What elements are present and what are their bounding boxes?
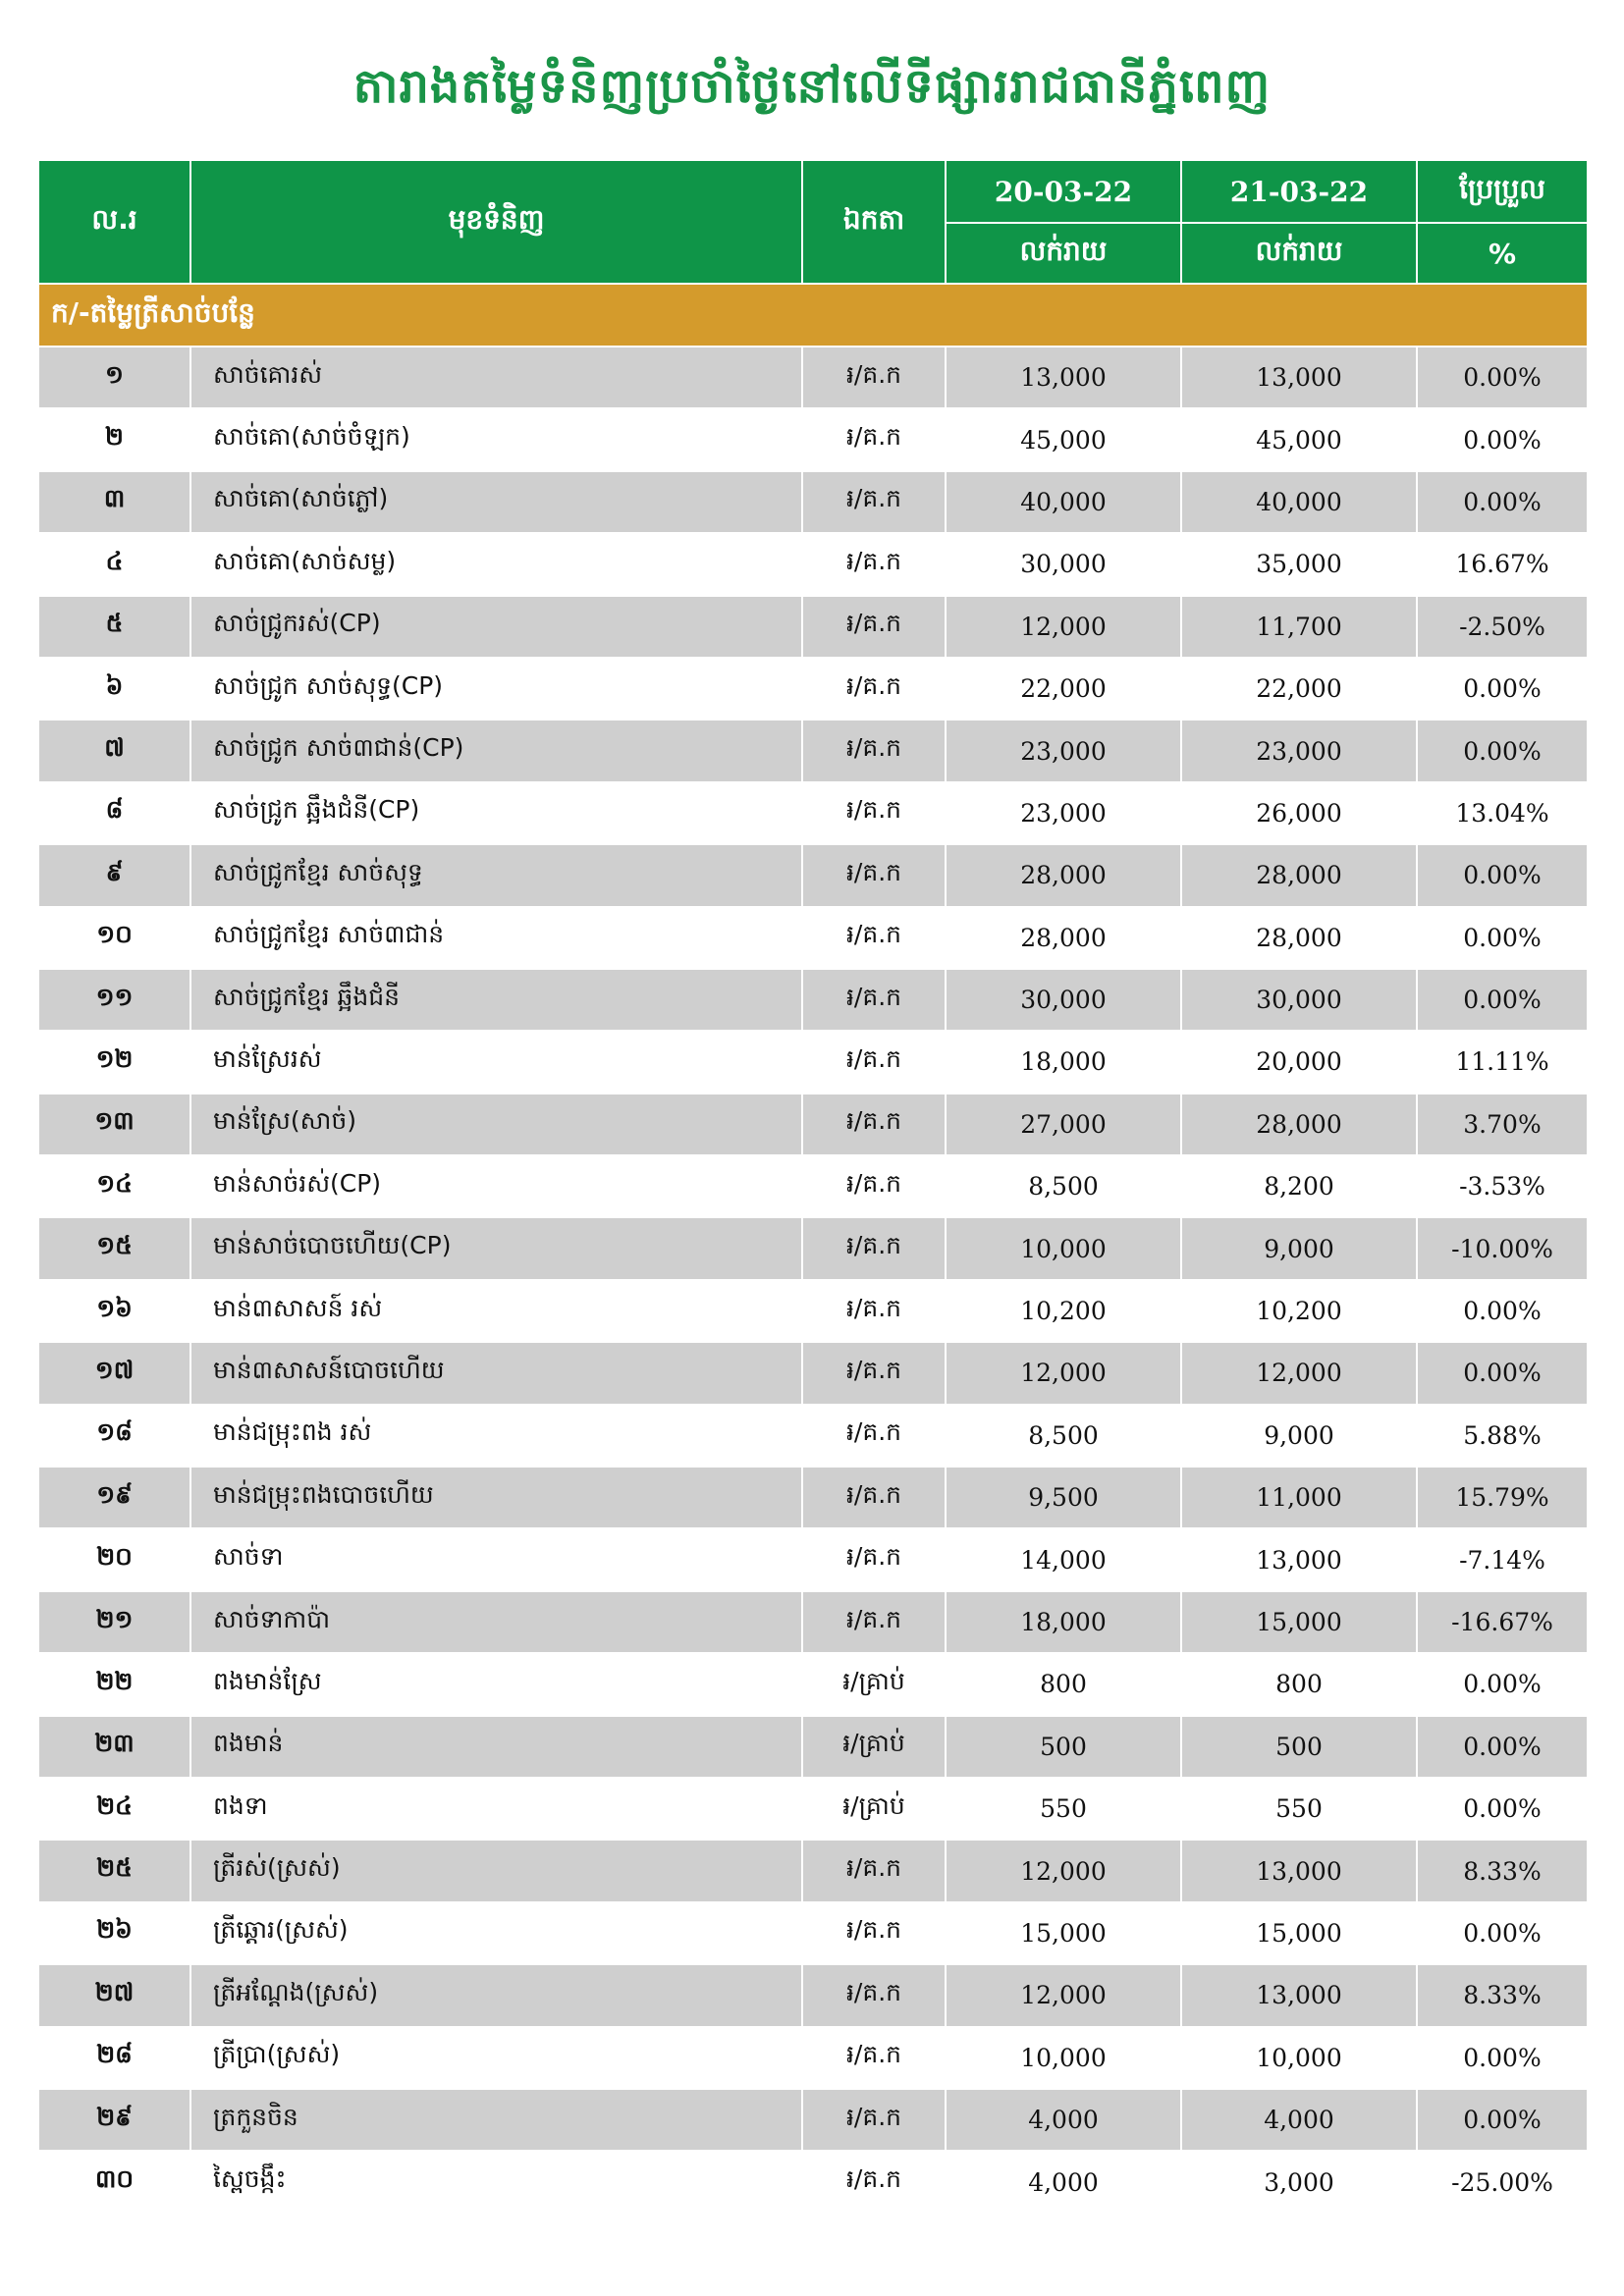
row-price-date-2: 500	[1181, 1716, 1417, 1778]
row-change-percent: -16.67%	[1417, 1591, 1588, 1653]
row-change-percent: 0.00%	[1417, 2089, 1588, 2151]
row-number: ១៣	[38, 1094, 190, 1155]
row-item-name: សាច់ជ្រូក សាច់៣ជាន់(CP)	[190, 720, 802, 781]
row-unit: ៛/គ.ក	[802, 844, 946, 906]
row-number: ២៥	[38, 1840, 190, 1901]
row-price-date-1: 10,000	[946, 1217, 1181, 1279]
row-price-date-2: 22,000	[1181, 658, 1417, 720]
row-price-date-2: 35,000	[1181, 533, 1417, 595]
row-price-date-2: 15,000	[1181, 1902, 1417, 1964]
row-price-date-2: 13,000	[1181, 1528, 1417, 1590]
table-row	[38, 533, 1588, 595]
row-unit: ៛/គ.ក	[802, 2151, 946, 2213]
row-price-date-1: 22,000	[946, 658, 1181, 720]
row-price-date-1: 12,000	[946, 1964, 1181, 2026]
row-number: ២១	[38, 1591, 190, 1653]
table-row	[38, 596, 1588, 658]
table-row	[38, 720, 1588, 781]
table-row	[38, 1405, 1588, 1467]
table-row	[38, 2089, 1588, 2151]
row-number: ១៥	[38, 1217, 190, 1279]
table-row	[38, 1591, 1588, 1653]
row-number: ៤	[38, 533, 190, 595]
row-change-percent: 11.11%	[1417, 1031, 1588, 1093]
row-item-name: សាច់គោ(សាច់សម្ល)	[190, 533, 802, 595]
table-row	[38, 408, 1588, 470]
row-number: ៦	[38, 658, 190, 720]
row-price-date-2: 28,000	[1181, 1094, 1417, 1155]
row-item-name: មាន់ស្រែ(សាច់)	[190, 1094, 802, 1155]
table-row	[38, 969, 1588, 1031]
table-header	[38, 160, 1588, 284]
row-unit: ៛/គ.ក	[802, 1280, 946, 1342]
row-change-percent: 0.00%	[1417, 408, 1588, 470]
row-price-date-1: 12,000	[946, 1840, 1181, 1901]
row-item-name: ស្ពៃចង្កឹះ	[190, 2151, 802, 2213]
row-unit: ៛/គ្រាប់	[802, 1716, 946, 1778]
row-price-date-2: 26,000	[1181, 782, 1417, 844]
row-price-date-2: 9,000	[1181, 1405, 1417, 1467]
table-row	[38, 1964, 1588, 2026]
row-item-name: សាច់គោ(សាច់ចំឡក)	[190, 408, 802, 470]
row-item-name: មាន់៣សាសន៍បោចហើយ	[190, 1342, 802, 1404]
row-price-date-2: 13,000	[1181, 347, 1417, 408]
row-price-date-2: 12,000	[1181, 1342, 1417, 1404]
row-price-date-1: 40,000	[946, 471, 1181, 533]
row-change-percent: 5.88%	[1417, 1405, 1588, 1467]
row-item-name: សាច់គោរស់	[190, 347, 802, 408]
row-price-date-2: 28,000	[1181, 844, 1417, 906]
table-row	[38, 347, 1588, 408]
row-unit: ៛/គ.ក	[802, 1902, 946, 1964]
row-item-name: សាច់ជ្រូក សាច់សុទ្ធ(CP)	[190, 658, 802, 720]
table-row	[38, 1217, 1588, 1279]
price-table	[37, 159, 1589, 2215]
table-row	[38, 1155, 1588, 1217]
row-number: ២៨	[38, 2027, 190, 2089]
row-number: ១២	[38, 1031, 190, 1093]
row-price-date-1: 18,000	[946, 1031, 1181, 1093]
row-change-percent: -7.14%	[1417, 1528, 1588, 1590]
row-change-percent: 0.00%	[1417, 471, 1588, 533]
row-change-percent: 0.00%	[1417, 1280, 1588, 1342]
row-change-percent: 0.00%	[1417, 1342, 1588, 1404]
row-change-percent: -25.00%	[1417, 2151, 1588, 2213]
row-price-date-2: 28,000	[1181, 907, 1417, 969]
row-change-percent: 15.79%	[1417, 1467, 1588, 1528]
row-change-percent: 0.00%	[1417, 2027, 1588, 2089]
row-number: ៨	[38, 782, 190, 844]
row-number: ២៦	[38, 1902, 190, 1964]
row-unit: ៛/គ.ក	[802, 1840, 946, 1901]
row-change-percent: 8.33%	[1417, 1840, 1588, 1901]
row-item-name: ត្រីរស់(ស្រស់)	[190, 1840, 802, 1901]
row-change-percent: 0.00%	[1417, 1716, 1588, 1778]
row-price-date-1: 550	[946, 1778, 1181, 1840]
row-price-date-1: 28,000	[946, 844, 1181, 906]
row-unit: ៛/គ្រាប់	[802, 1653, 946, 1715]
row-item-name: សាច់ទា	[190, 1528, 802, 1590]
row-number: ១	[38, 347, 190, 408]
row-unit: ៛/គ្រាប់	[802, 1778, 946, 1840]
row-number: ២២	[38, 1653, 190, 1715]
row-price-date-2: 4,000	[1181, 2089, 1417, 2151]
row-change-percent: 0.00%	[1417, 1902, 1588, 1964]
row-price-date-2: 10,200	[1181, 1280, 1417, 1342]
row-unit: ៛/គ.ក	[802, 1155, 946, 1217]
row-price-date-2: 13,000	[1181, 1964, 1417, 2026]
row-item-name: មាន់សាច់រស់(CP)	[190, 1155, 802, 1217]
header-unit: ឯកតា	[802, 160, 946, 284]
row-number: ១៨	[38, 1405, 190, 1467]
row-number: ១៦	[38, 1280, 190, 1342]
row-item-name: មាន់ជម្រុះពង រស់	[190, 1405, 802, 1467]
row-item-name: មាន់ស្រែរស់	[190, 1031, 802, 1093]
row-price-date-1: 30,000	[946, 969, 1181, 1031]
row-item-name: ពងទា	[190, 1778, 802, 1840]
row-unit: ៛/គ.ក	[802, 596, 946, 658]
row-change-percent: 0.00%	[1417, 658, 1588, 720]
row-item-name: សាច់ជ្រូកខ្មែរ ឆ្អឹងជំនី	[190, 969, 802, 1031]
row-unit: ៛/គ.ក	[802, 658, 946, 720]
row-price-date-1: 14,000	[946, 1528, 1181, 1590]
row-number: ១១	[38, 969, 190, 1031]
row-unit: ៛/គ.ក	[802, 471, 946, 533]
row-number: ២៣	[38, 1716, 190, 1778]
table-row	[38, 2027, 1588, 2089]
row-number: ២	[38, 408, 190, 470]
row-unit: ៛/គ.ក	[802, 1591, 946, 1653]
row-unit: ៛/គ.ក	[802, 408, 946, 470]
row-number: ៣០	[38, 2151, 190, 2213]
row-change-percent: 16.67%	[1417, 533, 1588, 595]
row-item-name: សាច់ជ្រូកខ្មែរ សាច់សុទ្ធ	[190, 844, 802, 906]
row-number: ៣	[38, 471, 190, 533]
row-change-percent: -10.00%	[1417, 1217, 1588, 1279]
table-row	[38, 1094, 1588, 1155]
row-price-date-1: 9,500	[946, 1467, 1181, 1528]
row-price-date-1: 800	[946, 1653, 1181, 1715]
row-price-date-2: 13,000	[1181, 1840, 1417, 1901]
row-change-percent: -3.53%	[1417, 1155, 1588, 1217]
row-unit: ៛/គ.ក	[802, 1342, 946, 1404]
table-row	[38, 1280, 1588, 1342]
row-price-date-1: 27,000	[946, 1094, 1181, 1155]
header-date-2: 21-03-22	[1181, 160, 1417, 223]
row-unit: ៛/គ.ក	[802, 907, 946, 969]
row-change-percent: 0.00%	[1417, 347, 1588, 408]
row-unit: ៛/គ.ក	[802, 1405, 946, 1467]
row-price-date-2: 800	[1181, 1653, 1417, 1715]
row-price-date-1: 12,000	[946, 596, 1181, 658]
row-price-date-1: 23,000	[946, 720, 1181, 781]
row-price-date-2: 45,000	[1181, 408, 1417, 470]
row-item-name: សាច់គោ(សាច់ភ្លៅ)	[190, 471, 802, 533]
row-number: ២០	[38, 1528, 190, 1590]
row-number: ៩	[38, 844, 190, 906]
row-price-date-1: 12,000	[946, 1342, 1181, 1404]
section-row	[38, 284, 1588, 347]
row-price-date-1: 30,000	[946, 533, 1181, 595]
table-row	[38, 907, 1588, 969]
row-number: ១០	[38, 907, 190, 969]
row-item-name: សាច់ជ្រូក ឆ្អឹងជំនី(CP)	[190, 782, 802, 844]
row-number: ១៤	[38, 1155, 190, 1217]
row-number: ១៧	[38, 1342, 190, 1404]
row-number: ២៤	[38, 1778, 190, 1840]
row-unit: ៛/គ.ក	[802, 1031, 946, 1093]
header-retail-1: លក់រាយ	[946, 223, 1181, 284]
row-price-date-2: 30,000	[1181, 969, 1417, 1031]
row-item-name: ត្រីឆ្តោរ(ស្រស់)	[190, 1902, 802, 1964]
row-unit: ៛/គ.ក	[802, 720, 946, 781]
row-price-date-1: 8,500	[946, 1405, 1181, 1467]
header-no: ល.រ	[38, 160, 190, 284]
row-number: ៥	[38, 596, 190, 658]
row-change-percent: -2.50%	[1417, 596, 1588, 658]
row-price-date-2: 11,000	[1181, 1467, 1417, 1528]
row-unit: ៛/គ.ក	[802, 1467, 946, 1528]
row-item-name: សាច់ជ្រូករស់(CP)	[190, 596, 802, 658]
row-item-name: សាច់ទាកាប៉ា	[190, 1591, 802, 1653]
row-unit: ៛/គ.ក	[802, 1217, 946, 1279]
row-price-date-1: 45,000	[946, 408, 1181, 470]
row-change-percent: 0.00%	[1417, 907, 1588, 969]
table-row	[38, 782, 1588, 844]
row-unit: ៛/គ.ក	[802, 1094, 946, 1155]
header-date-1: 20-03-22	[946, 160, 1181, 223]
row-item-name: មាន់ជម្រុះពងបោចហើយ	[190, 1467, 802, 1528]
row-change-percent: 0.00%	[1417, 844, 1588, 906]
table-row	[38, 1031, 1588, 1093]
row-number: ៧	[38, 720, 190, 781]
row-price-date-1: 10,200	[946, 1280, 1181, 1342]
header-percent: %	[1417, 223, 1588, 284]
row-price-date-2: 9,000	[1181, 1217, 1417, 1279]
row-unit: ៛/គ.ក	[802, 969, 946, 1031]
row-item-name: ត្រីអណ្តែង(ស្រស់)	[190, 1964, 802, 2026]
row-price-date-2: 20,000	[1181, 1031, 1417, 1093]
table-row	[38, 1467, 1588, 1528]
row-item-name: ត្រកួនចិន	[190, 2089, 802, 2151]
row-number: ២៧	[38, 1964, 190, 2026]
row-price-date-1: 28,000	[946, 907, 1181, 969]
row-price-date-1: 8,500	[946, 1155, 1181, 1217]
row-price-date-2: 10,000	[1181, 2027, 1417, 2089]
row-unit: ៛/គ.ក	[802, 347, 946, 408]
row-change-percent: 3.70%	[1417, 1094, 1588, 1155]
table-body	[38, 284, 1588, 2214]
row-unit: ៛/គ.ក	[802, 782, 946, 844]
row-number: ១៩	[38, 1467, 190, 1528]
row-price-date-1: 10,000	[946, 2027, 1181, 2089]
page-title: តារាងតម្លៃទំនិញប្រចាំថ្ងៃនៅលើទីផ្សាររាជធានីភ្នំពេញ	[352, 59, 1272, 114]
row-price-date-1: 4,000	[946, 2089, 1181, 2151]
table-row	[38, 844, 1588, 906]
row-change-percent: 0.00%	[1417, 720, 1588, 781]
row-price-date-2: 40,000	[1181, 471, 1417, 533]
row-price-date-1: 500	[946, 1716, 1181, 1778]
row-item-name: ពងមាន់	[190, 1716, 802, 1778]
row-unit: ៛/គ.ក	[802, 1964, 946, 2026]
row-price-date-1: 18,000	[946, 1591, 1181, 1653]
row-number: ២៩	[38, 2089, 190, 2151]
row-change-percent: 8.33%	[1417, 1964, 1588, 2026]
table-row	[38, 471, 1588, 533]
row-price-date-2: 550	[1181, 1778, 1417, 1840]
row-price-date-1: 23,000	[946, 782, 1181, 844]
header-change: ប្រែប្រួល	[1417, 160, 1588, 223]
row-change-percent: 0.00%	[1417, 969, 1588, 1031]
row-item-name: សាច់ជ្រូកខ្មែរ សាច់៣ជាន់	[190, 907, 802, 969]
table-row	[38, 1342, 1588, 1404]
row-change-percent: 0.00%	[1417, 1653, 1588, 1715]
row-item-name: មាន់៣សាសន៍ រស់	[190, 1280, 802, 1342]
table-row	[38, 1902, 1588, 1964]
header-retail-2: លក់រាយ	[1181, 223, 1417, 284]
row-price-date-2: 23,000	[1181, 720, 1417, 781]
row-price-date-2: 8,200	[1181, 1155, 1417, 1217]
row-change-percent: 0.00%	[1417, 1778, 1588, 1840]
row-unit: ៛/គ.ក	[802, 533, 946, 595]
row-price-date-2: 3,000	[1181, 2151, 1417, 2213]
table-row	[38, 658, 1588, 720]
table-row	[38, 1528, 1588, 1590]
row-item-name: មាន់សាច់បោចហើយ(CP)	[190, 1217, 802, 1279]
table-row	[38, 1840, 1588, 1901]
table-row	[38, 1778, 1588, 1840]
row-price-date-1: 13,000	[946, 347, 1181, 408]
row-item-name: ពងមាន់ស្រែ	[190, 1653, 802, 1715]
row-change-percent: 13.04%	[1417, 782, 1588, 844]
table-row	[38, 2151, 1588, 2213]
row-price-date-2: 11,700	[1181, 596, 1417, 658]
table-row	[38, 1716, 1588, 1778]
row-price-date-1: 15,000	[946, 1902, 1181, 1964]
row-unit: ៛/គ.ក	[802, 1528, 946, 1590]
row-unit: ៛/គ.ក	[802, 2027, 946, 2089]
header-item: មុខទំនិញ	[190, 160, 802, 284]
row-price-date-1: 4,000	[946, 2151, 1181, 2213]
row-item-name: ត្រីប្រា(ស្រស់)	[190, 2027, 802, 2089]
section-title: ក/-តម្លៃត្រីសាច់បន្លែ	[38, 284, 1588, 347]
table-row	[38, 1653, 1588, 1715]
row-price-date-2: 15,000	[1181, 1591, 1417, 1653]
row-unit: ៛/គ.ក	[802, 2089, 946, 2151]
